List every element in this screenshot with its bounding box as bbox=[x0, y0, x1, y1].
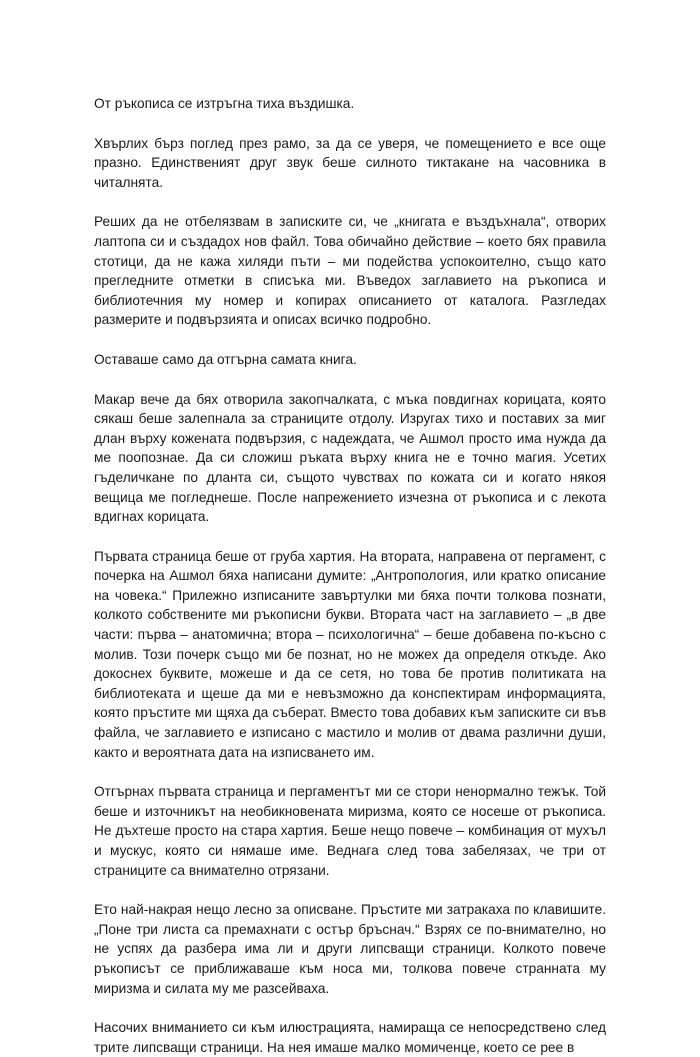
paragraph-8: Ето най-накрая нещо лесно за описване. Пръстите ми затракаха по клавишите. „Поне три листа са премахнати с остър бръснач.“ Взрях се по-внимателно, но не успях да разбера има ли и други липсващи страници. Колкото повече ръкописът се приближаваше към носа ми, толкова повече странната му миризма и силата му ме разсейваха. bbox=[94, 902, 606, 996]
paragraph-3: Реших да не отбелязвам в записките си, че „книгата е въздъхнала“, отворих лаптопа си и създадох нов файл. Това обичайно действие – което бях правила стотици, да не кажа хиляди пъти – ми подейства успокоително, също като прегледните отметки в списъка ми. Въведох заглавието на ръкописа и библиотечния му номер и копирах описанието от каталога. Разгледах размерите и подвързията и описах всичко подробно. bbox=[94, 214, 606, 328]
paragraph-6: Първата страница беше от груба хартия. На втората, направена от пергамент, с почерка на Ашмол бяха написани думите: „Антропология, или кратко описание на човека.“ Прилежно изписаните завъртулки ми бяха почти толкова познати, колкото собствените ми ръкописни букви. Втората част на заглавието – „в две части: първа – анатомична; втора – психологична“ – беше добавена по-късно с молив. Този почерк също ми бе познат, но не можех да определя откъде. Ако докоснех буквите, можеше и да се сетя, но това бе против политиката на библиотеката и щеше да ми е невъзможно да конспектирам информацията, която пръстите ми щяха да съберат. Вместо това добавих към записките си във файла, че заглавието е изписано с мастило и молив от двама различни души, както и вероятната дата на изписването им. bbox=[94, 548, 606, 760]
paragraph-1: От ръкописа се изтръгна тиха въздишка. bbox=[94, 96, 355, 111]
paragraph-7: Отгърнах първата страница и пергаментът ми се стори ненормално тежък. Той беше и източникът на необикновената миризма, която се носеше от ръкописа. Не дъхтеше просто на стара хартия. Беше нещо повече – комбинация от мухъл и мускус, която си нямаше име. Веднага след това забелязах, че три от страниците са внимателно отрязани. bbox=[94, 784, 606, 878]
paragraph-5: Макар вече да бях отворила закопчалката, с мъка повдигнах корицата, която сякаш беше залепнала за страниците отдолу. Изругах тихо и поставих за миг длан върху кожената подвързия, с надеждата, че Ашмол просто има нужда да ме поопознае. Да си сложиш ръката върху книга не е точно магия. Усетих гъделичкане по дланта си, същото чувствах по кожата си и когато някоя вещица ме погледнеше. После напрежението изчезна от ръкописа и с лекота вдигнах корицата. bbox=[94, 391, 606, 525]
paragraph-4: Оставаше само да отгърна самата книга. bbox=[94, 351, 357, 367]
paragraph-2: Хвърлих бърз поглед през рамо, за да се уверя, че помещението е все още празно. Единственият друг звук беше силното тиктакане на часовника в читалнята. bbox=[94, 135, 606, 190]
paragraph-9: Насочих вниманието си към илюстрацията, намираща се непосредствено след трите липсващи страници. На нея имаше малко момиченце, което се рее в bbox=[94, 1020, 606, 1055]
